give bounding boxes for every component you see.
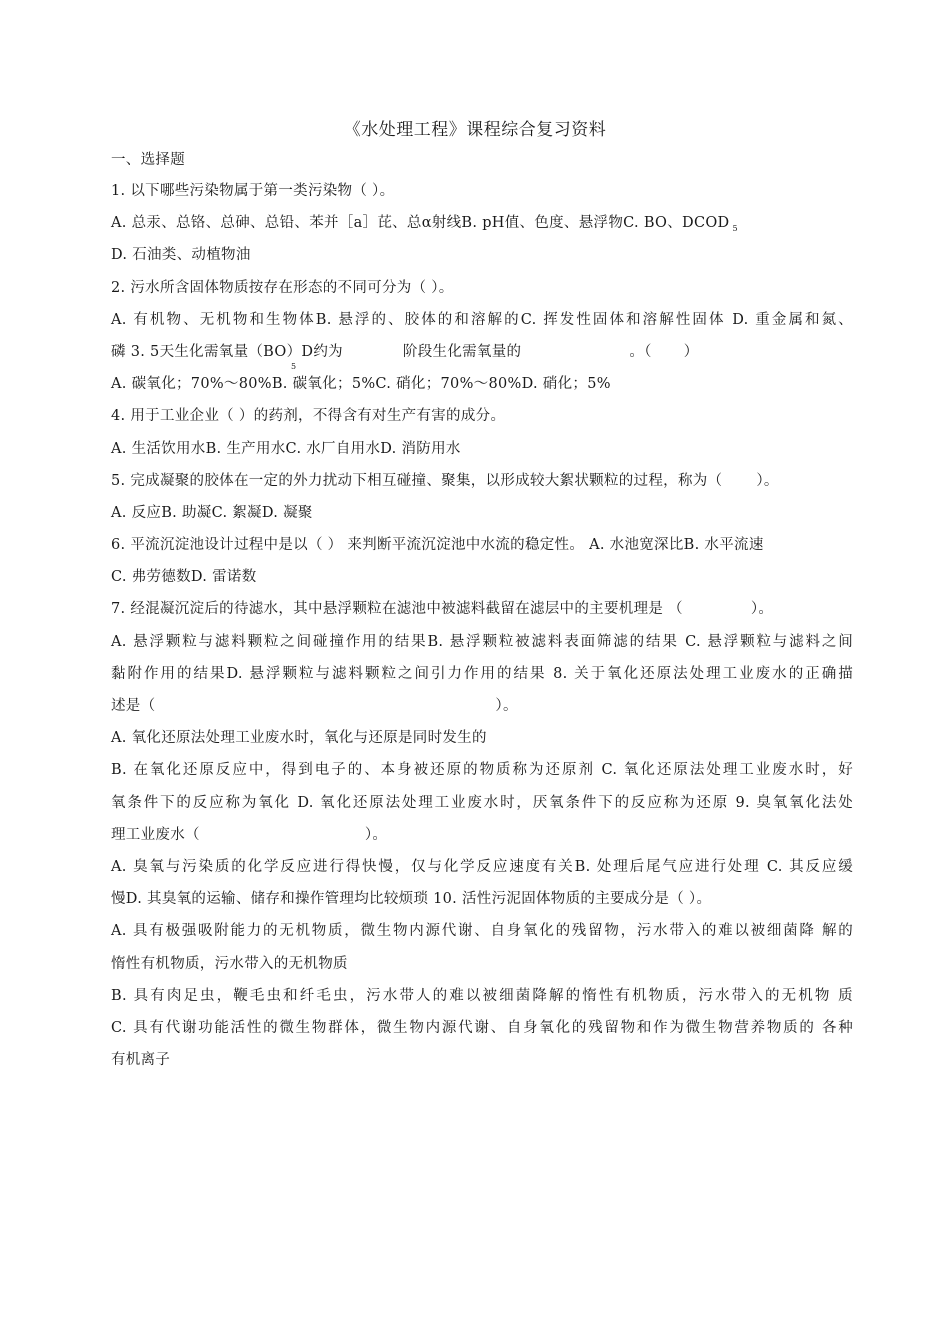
question-4-options: A. 生活饮用水B. 生产用水C. 水厂自用水D. 消防用水: [111, 440, 461, 457]
question-10-option-c: C. 具有代谢功能活性的微生物群体，微生物内源代谢、自身氧化的残留物和作为微生物营养物质的 各种: [111, 1019, 853, 1036]
question-2-stem: 2. 污水所含固体物质按存在形态的不同可分为（ ）。: [111, 279, 454, 296]
question-5-stem: 5. 完成凝聚的胶体在一定的外力扰动下相互碰撞、聚集，以形成较大絮状颗粒的过程，称为（ ）。: [111, 472, 779, 489]
question-10-option-a: A. 具有极强吸附能力的无机物质，微生物内源代谢、自身氧化的残留物，污水带入的难以被细菌降 解的: [111, 923, 853, 940]
question-6-stem: 6. 平流沉淀池设计过程中是以（ ） 来判断平流沉淀池中水流的稳定性。 A. 水池宽深比B. 水平流速: [111, 537, 764, 554]
question-list: [111, 175, 853, 1076]
question-10-option-c-cont: 有机离子: [111, 1052, 171, 1069]
question-3-stem: 磷 3. 5天生化需氧量（BO）D约为 阶段生化需氧量的 。（ ） 5: [111, 343, 699, 371]
question-9-stem: 理工业废水（ ）。: [111, 826, 388, 843]
question-4-stem: 4. 用于工业企业（ ）的药剂，不得含有对生产有害的成分。: [111, 408, 506, 425]
question-6-options: C. 弗劳德数D. 雷诺数: [111, 569, 257, 586]
question-1-options: A. 总汞、总铬、总砷、总铅、苯并［a］芘、总α射线B. pH值、色度、悬浮物C. BO、DCOD $_5$: [111, 215, 738, 234]
subscript: 5: [732, 224, 738, 234]
question-2-options: A. 有机物、无机物和生物体B. 悬浮的、胶体的和溶解的C. 挥发性固体和溶解性固体 D. 重金属和氮、: [111, 311, 853, 328]
question-8-option-a: A. 氧化还原法处理工业废水时，氧化与还原是同时发生的: [111, 730, 487, 747]
question-8-stem: 述是（ ）。: [111, 698, 518, 714]
question-8-option-c: 氧条件下的反应称为氧化 D. 氧化还原法处理工业废水时，厌氧条件下的反应称为还原 9. 臭氧氧化法处: [111, 794, 853, 811]
question-10-option-a-cont: 惰性有机物质，污水带入的无机物质: [111, 955, 348, 972]
question-1-stem: 1. 以下哪些污染物属于第一类污染物（ ）。: [111, 183, 395, 199]
question-3-options: A. 碳氧化；70%～80%B. 碳氧化；5%C. 硝化；70%～80%D. 硝化；5%: [111, 376, 611, 393]
question-7-options: A. 悬浮颗粒与滤料颗粒之间碰撞作用的结果B. 悬浮颗粒被滤料表面筛滤的结果 C. 悬浮颗粒与滤料之间: [111, 633, 853, 650]
question-7-options-cont: 黏附作用的结果D. 悬浮颗粒与滤料颗粒之间引力作用的结果 8. 关于氧化还原法处理工业废水的正确描: [111, 665, 853, 682]
document-title: 《水处理工程》课程综合复习资料: [343, 120, 607, 140]
question-10-option-b: B. 具有肉足虫，鞭毛虫和纤毛虫，污水带人的难以被细菌降解的惰性有机物质，污水带入的无机物 质: [111, 987, 853, 1004]
question-9-options-cont: 慢D. 其臭氧的运输、储存和操作管理均比较烦琐 10. 活性污泥固体物质的主要成分是（ ）。: [111, 891, 712, 908]
question-7-stem: 7. 经混凝沉淀后的待滤水，其中悬浮颗粒在滤池中被滤料截留在滤层中的主要机理是 （ ）。: [111, 601, 774, 618]
question-9-options: A. 臭氧与污染质的化学反应进行得快慢，仅与化学反应速度有关B. 处理后尾气应进行处理 C. 其反应缓: [111, 858, 853, 875]
subscript: 5: [291, 361, 297, 371]
question-8-option-b: B. 在氧化还原反应中，得到电子的、本身被还原的物质称为还原剂 C. 氧化还原法处理工业废水时，好: [111, 762, 853, 779]
question-1-option-d: D. 石油类、动植物油: [111, 247, 251, 264]
section-heading: 一、选择题: [111, 152, 185, 168]
question-5-options: A. 反应B. 助凝C. 絮凝D. 凝聚: [111, 504, 313, 521]
